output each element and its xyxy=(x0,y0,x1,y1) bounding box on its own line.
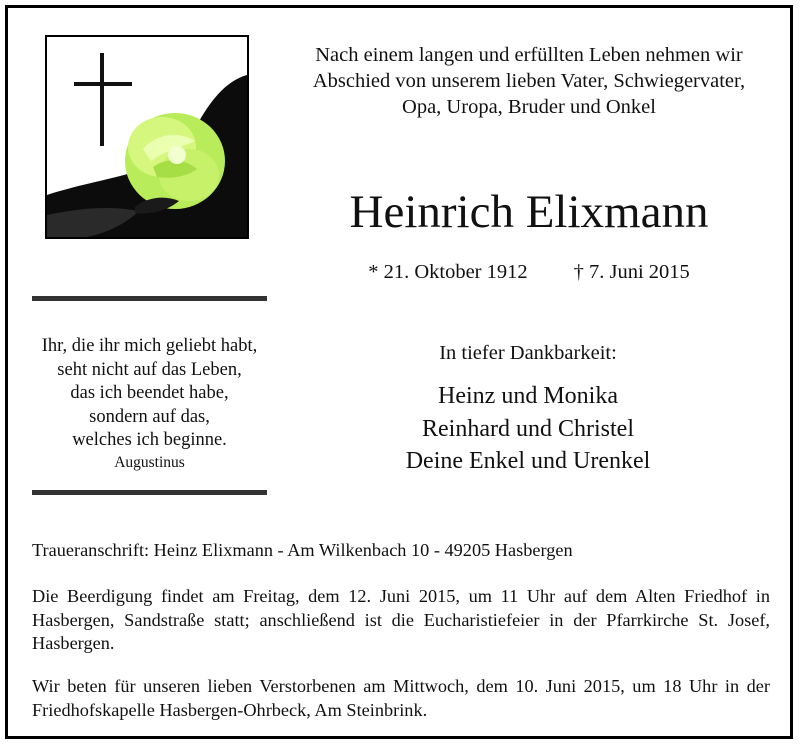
prayer-notice: Wir beten für unseren lieben Verstorbenen am Mittwoch, dem 10. Juni 2015, um 18 Uhr in der Friedhofskapelle Hasbergen-Ohrbeck, Am Steinbrink. xyxy=(32,676,770,720)
mourning-address: Traueranschrift: Heinz Elixmann - Am Wilkenbach 10 - 49205 Hasbergen xyxy=(32,540,573,560)
family-list xyxy=(300,380,756,478)
family-member: Heinz und Monika xyxy=(438,383,618,409)
quote-line: sondern auf das, xyxy=(89,406,210,427)
quote-author: Augustinus xyxy=(114,453,185,471)
deceased-name: Heinrich Elixmann xyxy=(349,186,709,238)
divider-bottom xyxy=(32,490,267,495)
intro-line: Abschied von unserem lieben Vater, Schwiegervater, xyxy=(312,70,746,92)
quote-line: Ihr, die ihr mich geliebt habt, xyxy=(41,336,258,356)
intro-line: Nach einem langen und erfüllten Leben nehmen wir xyxy=(315,44,743,66)
funeral-notice: Die Beerdigung findet am Freitag, dem 12. Juni 2015, um 11 Uhr auf dem Alten Friedhof in Hasbergen, Sandstraße statt; anschließend ist die Eucharistiefeier in der Pfarrkirche St. Josef, Hasbergen. xyxy=(32,586,770,653)
family-member: Deine Enkel und Urenkel xyxy=(405,448,651,474)
intro-line: Opa, Uropa, Bruder und Onkel xyxy=(402,96,656,118)
life-dates xyxy=(282,259,776,285)
quote-block xyxy=(32,335,267,473)
cross-rose-image xyxy=(45,35,249,239)
quote-line: das ich beendet habe, xyxy=(70,383,229,403)
family-member: Reinhard und Christel xyxy=(422,415,634,442)
quote-line: welches ich beginne. xyxy=(72,430,227,450)
birth-date: * 21. Oktober 1912 xyxy=(368,261,528,283)
death-date: † 7. Juni 2015 xyxy=(573,261,690,283)
thanks-heading: In tiefer Dankbarkeit: xyxy=(439,342,617,364)
intro-text xyxy=(282,42,776,120)
divider-top xyxy=(32,296,267,301)
quote-line: seht nicht auf das Leben, xyxy=(57,359,242,380)
